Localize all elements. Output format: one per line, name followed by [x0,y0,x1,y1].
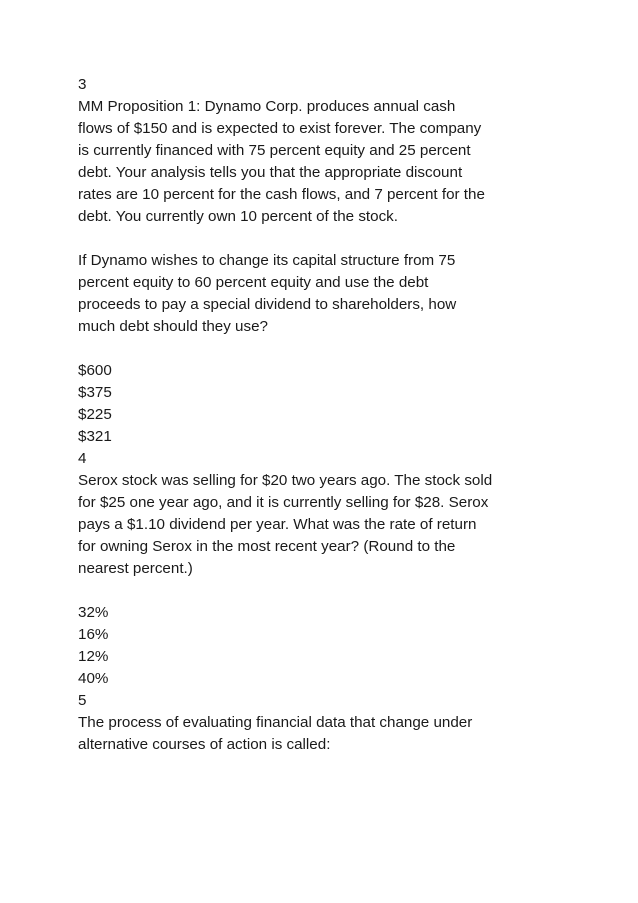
answer-option: $375 [78,384,112,401]
question-text-line: for $25 one year ago, and it is currently selling for $28. Serox [78,494,489,511]
question-text-line: MM Proposition 1: Dynamo Corp. produces annual cash [78,98,456,115]
question-text-line: is currently financed with 75 percent equity and 25 percent [78,142,471,159]
question-number: 5 [78,692,87,709]
question-text-line: proceeds to pay a special dividend to shareholders, how [78,296,457,313]
question-number: 3 [78,76,87,93]
question-text-line: debt. You currently own 10 percent of the stock. [78,208,398,225]
question-number: 4 [78,450,87,467]
answer-option: $225 [78,406,112,423]
answer-option: 16% [78,626,109,643]
question-text-line: flows of $150 and is expected to exist forever. The company [78,120,482,137]
answer-option: 32% [78,604,109,621]
question-text-line: Serox stock was selling for $20 two years ago. The stock sold [78,472,493,489]
question-text-line: for owning Serox in the most recent year? (Round to the [78,538,456,555]
question-text-line: debt. Your analysis tells you that the appropriate discount [78,164,463,181]
question-text-line: percent equity to 60 percent equity and use the debt [78,274,429,291]
question-text-line: alternative courses of action is called: [78,736,331,753]
document-page [78,74,578,756]
paragraph-spacer [78,580,578,602]
question-text-line: pays a $1.10 dividend per year. What was the rate of return [78,516,477,533]
question-text-line: much debt should they use? [78,318,268,335]
answer-option: 12% [78,648,109,665]
question-text-line: The process of evaluating financial data that change under [78,714,473,731]
question-text-line: rates are 10 percent for the cash flows, and 7 percent for the [78,186,485,203]
answer-option: 40% [78,670,109,687]
paragraph-spacer [78,338,578,360]
answer-option: $600 [78,362,112,379]
question-text-line: nearest percent.) [78,560,193,577]
answer-option: $321 [78,428,112,445]
paragraph-spacer [78,228,578,250]
question-text-line: If Dynamo wishes to change its capital structure from 75 [78,252,456,269]
